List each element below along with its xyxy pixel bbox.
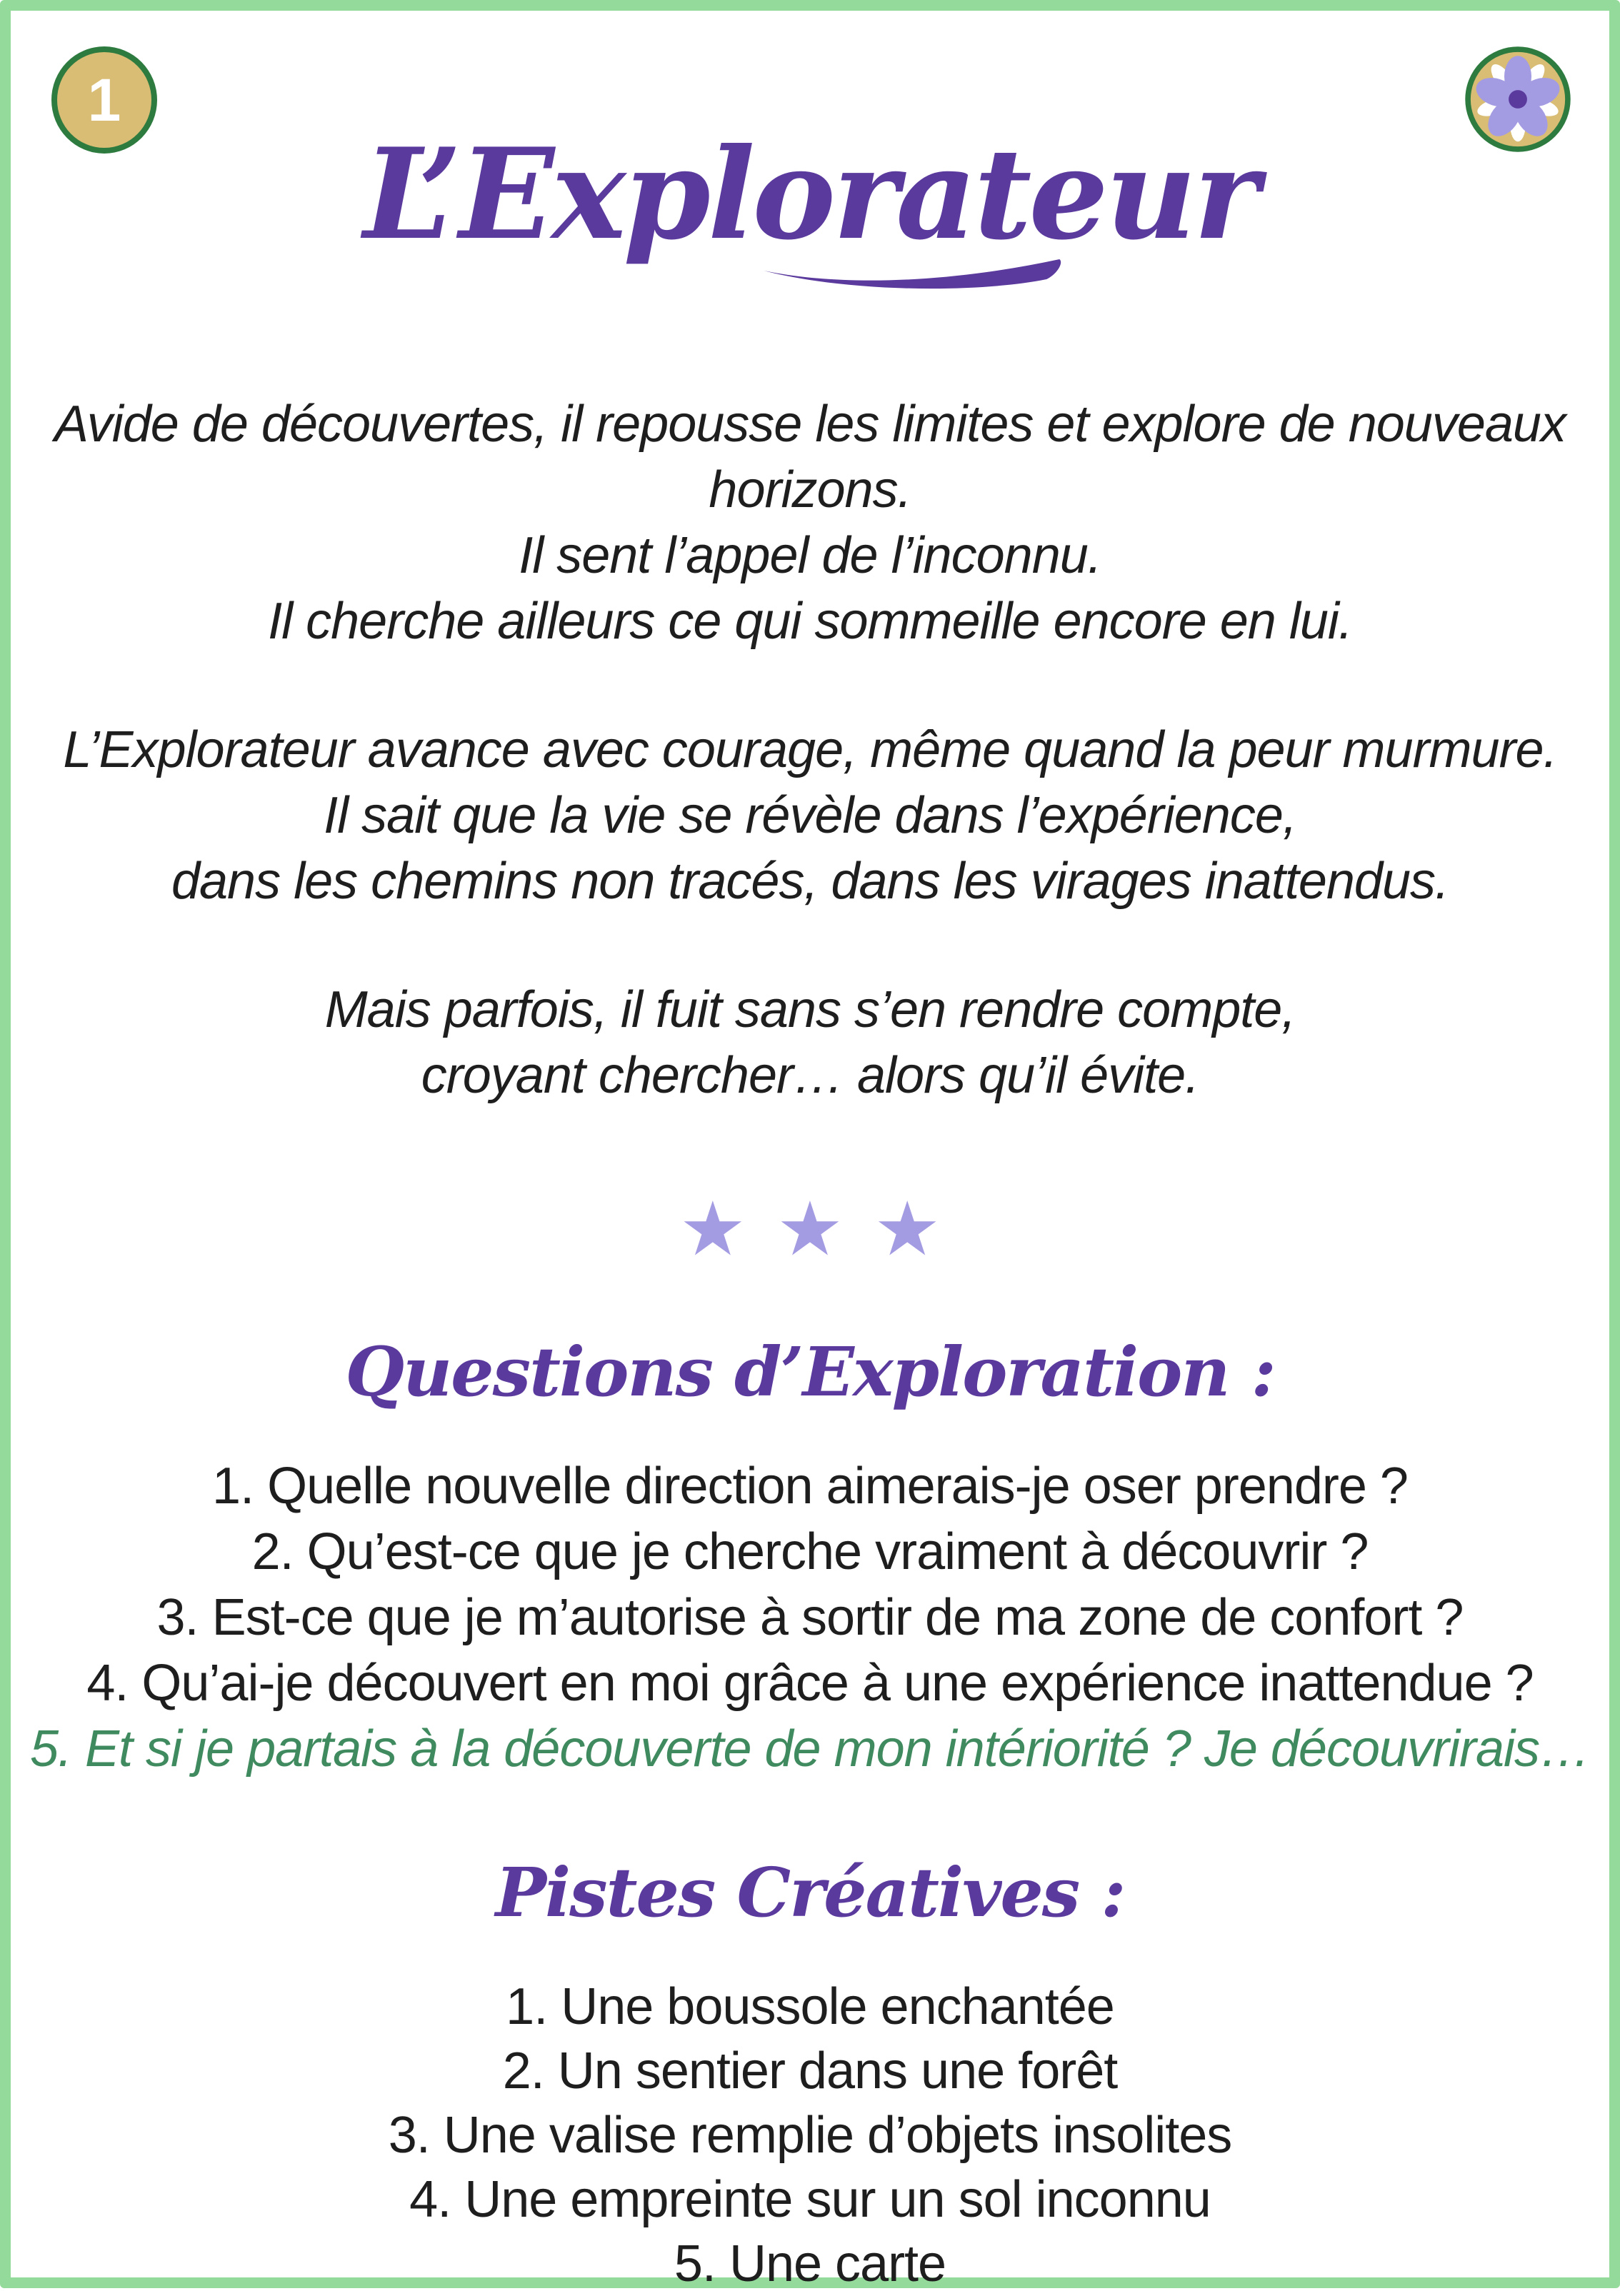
piste-item: 2. Un sentier dans une forêt [502,2042,1118,2100]
pistes-list [11,1975,1609,2296]
questions-heading: Questions d’Exploration : [345,1333,1275,1412]
page-title-text: L’Explorateur [363,121,1257,268]
pistes-heading: Pistes Créatives : [495,1853,1125,1932]
question-item: 4. Qu’ai-je découvert en moi grâce à une expérience inattendue ? [86,1655,1534,1712]
intro-line: dans les chemins non tracés, dans les virages inattendus. [171,853,1449,910]
intro-line: L’Explorateur avance avec courage, même quand la peur murmure. [63,721,1557,778]
star-icon: ★ [679,1188,776,1271]
intro-line: croyant chercher… alors qu’il évite. [421,1047,1199,1104]
intro-paragraph [11,977,1609,1108]
page-number: 1 [87,66,121,134]
intro-section [11,391,1609,1108]
question-item: 1. Quelle nouvelle direction aimerais-je oser prendre ? [212,1458,1408,1515]
intro-paragraph [11,717,1609,914]
question-item-highlight: 5. Et si je partais à la découverte de mon intériorité ? Je découvrirais… [29,1720,1591,1778]
piste-item: 5. Une carte [674,2235,946,2292]
intro-line: Mais parfois, il fuit sans s’en rendre compte, [324,981,1296,1038]
stars-divider [11,1187,1609,1273]
question-item: 2. Qu’est-ce que je cherche vraiment à découvrir ? [251,1523,1369,1580]
intro-paragraph [11,391,1609,654]
intro-line: Il sait que la vie se révèle dans l’expérience, [324,787,1296,844]
title-flourish [761,255,1068,295]
piste-item: 3. Une valise remplie d’objets insolites [388,2107,1232,2164]
questions-list [11,1453,1609,1782]
intro-line: Avide de découvertes, il repousse les limites et explore de nouveaux horizons. [54,396,1566,518]
intro-line: Il sent l’appel de l’inconnu. [519,527,1101,584]
intro-line: Il cherche ailleurs ce qui sommeille encore en lui. [268,593,1352,650]
question-item: 3. Est-ce que je m’autorise à sortir de ma zone de confort ? [156,1589,1464,1646]
piste-item: 4. Une empreinte sur un sol inconnu [409,2171,1211,2228]
star-icon: ★ [874,1188,971,1271]
piste-item: 1. Une boussole enchantée [506,1978,1114,2035]
page-title [11,88,1609,302]
star-icon: ★ [776,1188,874,1271]
